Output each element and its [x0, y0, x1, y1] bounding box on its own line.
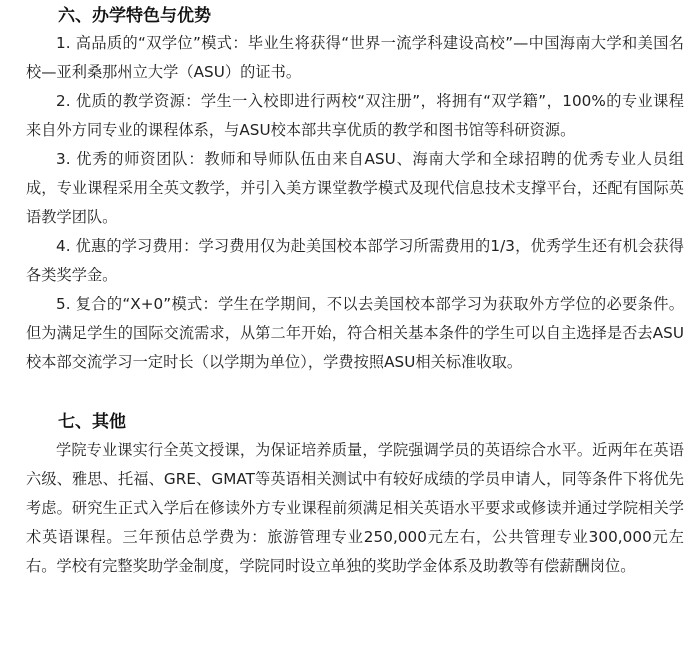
- paragraph-other-info: 学院专业课实行全英文授课，为保证培养质量，学院强调学员的英语综合水平。近两年在英语六级、雅思、托福、GRE、GMAT等英语相关测试中有较好成绩的学员申请人，同等条件下将优先考虑。研究生正式入学后在修读外方专业课程前须满足相关英语水平要求或修读并通过学院相关学术英语课程。三年预估总学费为：旅游管理专业250,000元左右，公共管理专业300,000元左右。学校有完整奖助学金制度，学院同时设立单独的奖助学金体系及助教等有偿薪酬岗位。: [26, 441, 684, 575]
- section-other: [26, 377, 684, 581]
- section-program-features: [26, 0, 684, 377]
- paragraph-x0-mode: 5. 复合的“X+0”模式：学生在学期间，不以去美国校本部学习为获取外方学位的必要条件。但为满足学生的国际交流需求，从第二年开始，符合相关基本条件的学生可以自主选择是否去ASU校本部交流学习一定时长（以学期为单位），学费按照ASU相关标准收取。: [26, 295, 684, 371]
- paragraph-teaching-resources: 2. 优质的教学资源：学生一入校即进行两校“双注册”，将拥有“双学籍”，100%的专业课程来自外方同专业的课程体系，与ASU校本部共享优质的教学和图书馆等科研资源。: [26, 92, 684, 139]
- paragraph-dual-degree: 1. 高品质的“双学位”模式：毕业生将获得“世界一流学科建设高校”—中国海南大学和美国名校—亚利桑那州立大学（ASU）的证书。: [26, 34, 684, 81]
- section-title: 七、其他: [58, 412, 126, 432]
- paragraph-tuition-cost: 4. 优惠的学习费用：学习费用仅为赴美国校本部学习所需费用的1/3，优秀学生还有机会获得各类奖学金。: [26, 237, 684, 284]
- paragraph-faculty-team: 3. 优秀的师资团队：教师和导师队伍由来自ASU、海南大学和全球招聘的优秀专业人员组成，专业课程采用全英文教学，并引入美方课堂教学模式及现代信息技术支撑平台，还配有国际英语教学团队。: [26, 150, 684, 226]
- section-title: 六、办学特色与优势: [58, 6, 211, 26]
